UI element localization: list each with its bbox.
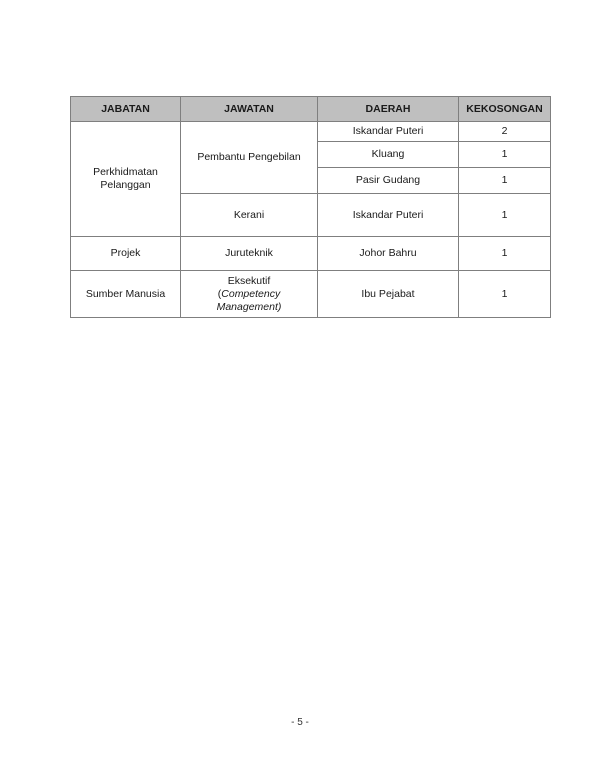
table-row [71,237,551,271]
table-row [71,271,551,318]
jawatan-cell: Pembantu Pengebilan [181,122,318,194]
daerah-cell: Kluang [318,142,459,168]
daerah-cell: Johor Bahru [318,237,459,271]
vacancy-table [70,96,551,318]
jawatan-cell [181,271,318,318]
jabatan-cell: Sumber Manusia [71,271,181,318]
header-daerah: DAERAH [318,97,459,122]
kekosongan-cell: 2 [459,122,551,142]
jabatan-cell: Projek [71,237,181,271]
header-kekosongan: KEKOSONGAN [459,97,551,122]
jawatan-note: Competency Management [216,287,281,313]
jawatan-title: Eksekutif [227,274,271,287]
table-header-row [71,97,551,122]
page-number: - 5 - [291,717,309,728]
jawatan-note-open: ( [217,287,222,300]
kekosongan-cell: 1 [459,237,551,271]
table-row [71,122,551,142]
jawatan-cell: Juruteknik [181,237,318,271]
jawatan-cell: Kerani [181,194,318,237]
kekosongan-cell: 1 [459,168,551,194]
header-jabatan: JABATAN [71,97,181,122]
daerah-cell: Iskandar Puteri [318,194,459,237]
kekosongan-cell: 1 [459,271,551,318]
jawatan-note-close: ) [277,300,282,313]
daerah-cell: Pasir Gudang [318,168,459,194]
header-jawatan: JAWATAN [181,97,318,122]
jabatan-cell: Perkhidmatan Pelanggan [71,122,181,237]
daerah-cell: Ibu Pejabat [318,271,459,318]
kekosongan-cell: 1 [459,142,551,168]
daerah-cell: Iskandar Puteri [318,122,459,142]
kekosongan-cell: 1 [459,194,551,237]
